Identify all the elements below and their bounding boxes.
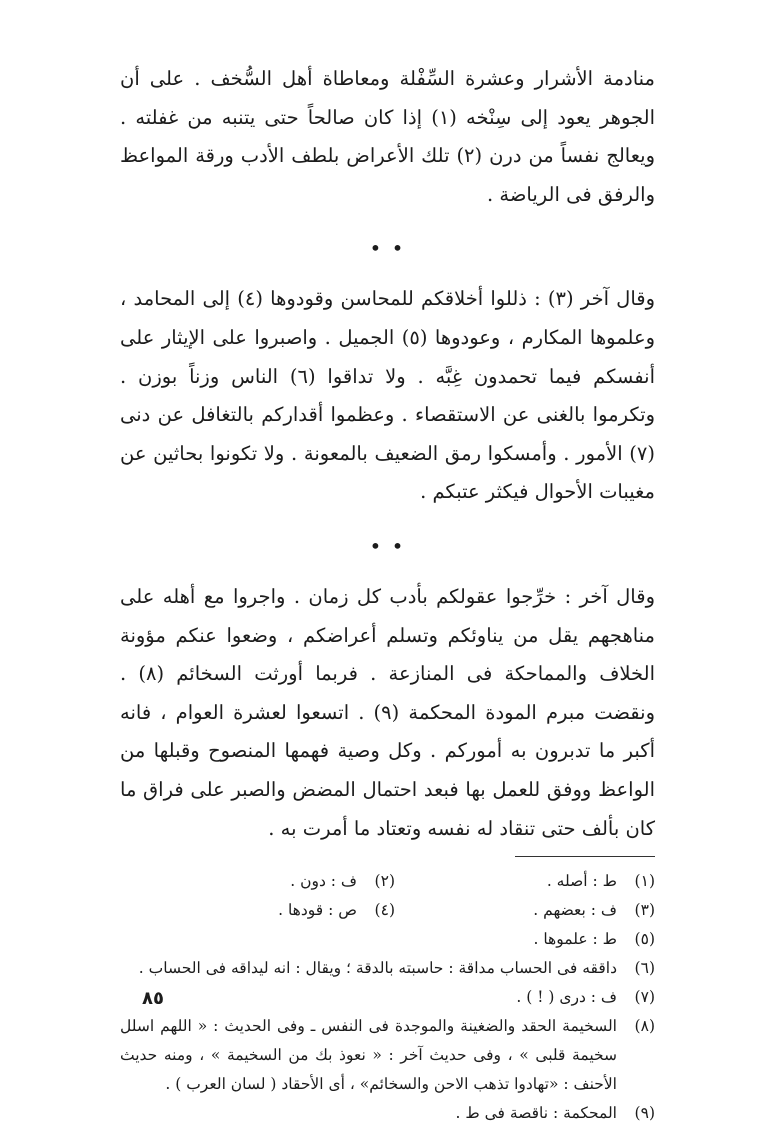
footnote-9 bbox=[120, 1099, 655, 1128]
footnotes bbox=[120, 867, 655, 1128]
footnote-3 bbox=[395, 896, 655, 925]
footnote-row bbox=[120, 867, 655, 896]
section-separator: • • bbox=[369, 236, 406, 261]
footnote-6 bbox=[120, 954, 655, 983]
footnote-7 bbox=[120, 983, 655, 1012]
footnote-text: ط : أصله . bbox=[546, 872, 617, 891]
paragraph-2: وقال آخر (٣) : ذللوا أخلاقكم للمحاسن وقودوها (٤) إلى المحامد ، وعلموها المكارم ، وعودوها (٥) الجميل . واصبروا على الإيثار على أنفسكم فيما تحمدون غِبَّه . ولا تداقوا (٦) الناس وزناً بوزن . وتكرموا بالغنى عن الاستقصاء . وعظموا أقداركم بالتغافل عن دنى (٧) الأمور . وأمسكوا رمق الضعيف بالمعونة . ولا تكونوا بحاثين عن مغيبات الأحوال فيكثر عتبكم . bbox=[120, 287, 656, 504]
footnote-rule bbox=[515, 856, 655, 857]
page-number: ٨٥ bbox=[142, 988, 164, 1009]
footnote-text: المحكمة : ناقصة فى ط . bbox=[455, 1104, 617, 1123]
footnote-text: ص : قودها . bbox=[278, 901, 357, 920]
footnote-number: (٩) bbox=[634, 1104, 655, 1123]
footnote-number: (٤) bbox=[374, 901, 395, 920]
footnote-number: (٣) bbox=[634, 901, 655, 920]
page-body bbox=[120, 60, 655, 1128]
section-separator: • • bbox=[369, 533, 406, 558]
footnote-text: داققه فى الحساب مداقة : حاسبته بالدقة ؛ ويقال : انه ليداقه فى الحساب . bbox=[138, 959, 617, 978]
footnote-8 bbox=[120, 1012, 655, 1099]
paragraph-1: منادمة الأشرار وعشرة السِّفْلة ومعاطاة أهل السُّخف . على أن الجوهر يعود إلى سِنْخه (١) إذا كان صالحاً حتى يتنبه من غفلته . ويعالج نفساً من درن (٢) تلك الأعراض بلطف الأدب ورقة المواعظ والرفق فى الرياضة . bbox=[120, 67, 655, 206]
footnote-text: ف : درى ( ! ) . bbox=[516, 988, 617, 1007]
footnote-4 bbox=[135, 896, 395, 925]
footnote-number: (٥) bbox=[634, 930, 655, 949]
footnote-text: ف : دون . bbox=[290, 872, 357, 891]
footnote-number: (٦) bbox=[634, 959, 655, 978]
footnote-1 bbox=[395, 867, 655, 896]
footnote-number: (٢) bbox=[374, 872, 395, 891]
footnote-number: (٨) bbox=[634, 1017, 655, 1036]
footnote-text: ف : بعضهم . bbox=[533, 901, 617, 920]
footnote-number: (٧) bbox=[634, 988, 655, 1007]
footnote-number: (١) bbox=[634, 872, 655, 891]
footnote-text: السخيمة الحقد والضغينة والموجدة فى النفس ـ وفى الحديث : « اللهم اسلل سخيمة قلبى » ، وفى حديث آخر : « نعوذ بك من السخيمة » ، ومنه حديث الأحنف : «تهادوا تذهب الاحن والسخائم» ، أى الأحقاد ( لسان العرب ) . bbox=[120, 1017, 617, 1094]
paragraph-3: وقال آخر : خرِّجوا عقولكم بأدب كل زمان . واجروا مع أهله على مناهجهم يقل من يناوئكم وتسلم أعراضكم ، وضعوا عنكم مؤونة الخلاف والمماحكة فى المنازعة . فربما أورثت السخائم (٨) . ونقضت مبرم المودة المحكمة (٩) . اتسعوا لعشرة العوام ، فانه أكبر ما تدبرون به أموركم . وكل وصية فهمها المنصوح وقبلها من الواعظ ووفق للعمل بها فبعد احتمال المضض والصبر على فراق ما كان بألف حتى تنقاد له نفسه وتعتاد ما أمرت به . bbox=[120, 584, 655, 840]
footnote-text: ط : علموها . bbox=[533, 930, 617, 949]
footnote-5 bbox=[120, 925, 655, 954]
footnote-2 bbox=[135, 867, 395, 896]
footnote-row bbox=[120, 896, 655, 925]
